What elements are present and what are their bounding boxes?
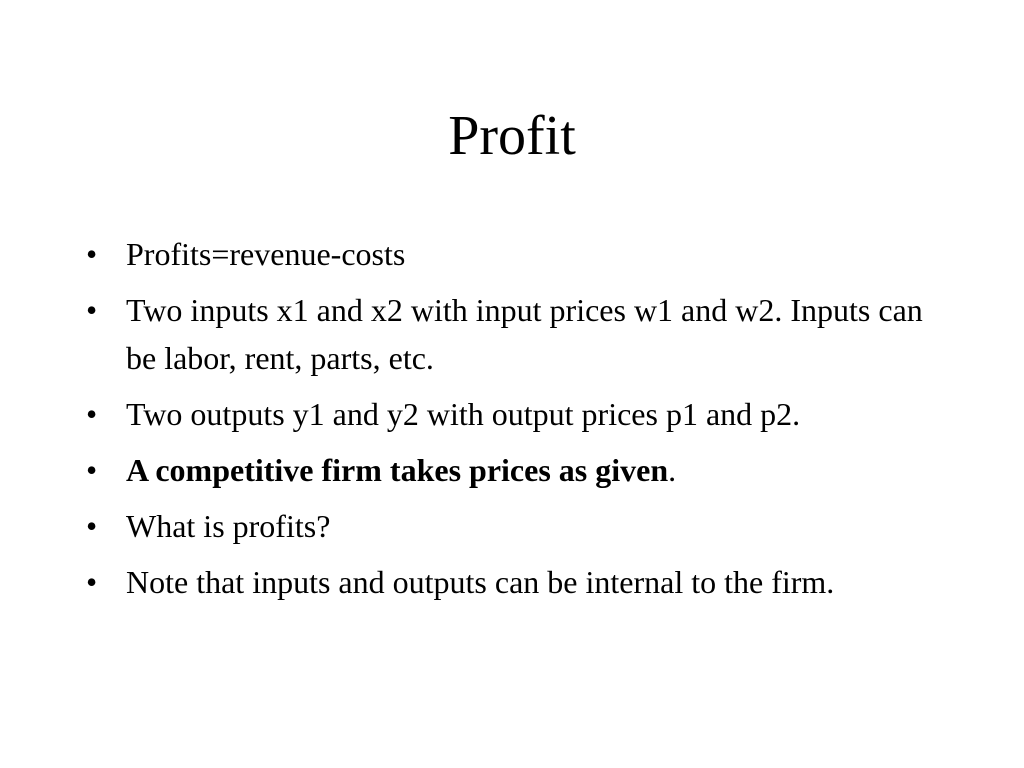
bullet-marker: • bbox=[86, 508, 98, 544]
bullet-text: Two outputs y1 and y2 with output prices p1 and p2. bbox=[126, 396, 801, 432]
bullet-text: What is profits? bbox=[126, 508, 331, 544]
bullet-marker: • bbox=[86, 292, 98, 328]
bullet-item bbox=[86, 230, 936, 278]
bullet-list bbox=[86, 230, 936, 614]
bullet-item-emphasis bbox=[86, 446, 936, 494]
bullet-marker: • bbox=[86, 236, 98, 272]
slide-title: Profit bbox=[448, 105, 576, 167]
bullet-bold-text: A competitive firm takes prices as given bbox=[126, 452, 669, 488]
bullet-item bbox=[86, 390, 936, 438]
bullet-marker: • bbox=[86, 396, 98, 432]
bullet-text: Profits=revenue-costs bbox=[126, 236, 406, 272]
bullet-marker: • bbox=[86, 452, 98, 488]
bullet-text: Note that inputs and outputs can be internal to the firm. bbox=[126, 564, 835, 600]
bullet-suffix: . bbox=[668, 452, 677, 488]
bullet-marker: • bbox=[86, 564, 98, 600]
bullet-text: Two inputs x1 and x2 with input prices w1 and w2. Inputs can be labor, rent, parts, etc. bbox=[126, 292, 923, 376]
bullet-item bbox=[86, 558, 936, 606]
bullet-item bbox=[86, 286, 936, 382]
bullet-item bbox=[86, 502, 936, 550]
